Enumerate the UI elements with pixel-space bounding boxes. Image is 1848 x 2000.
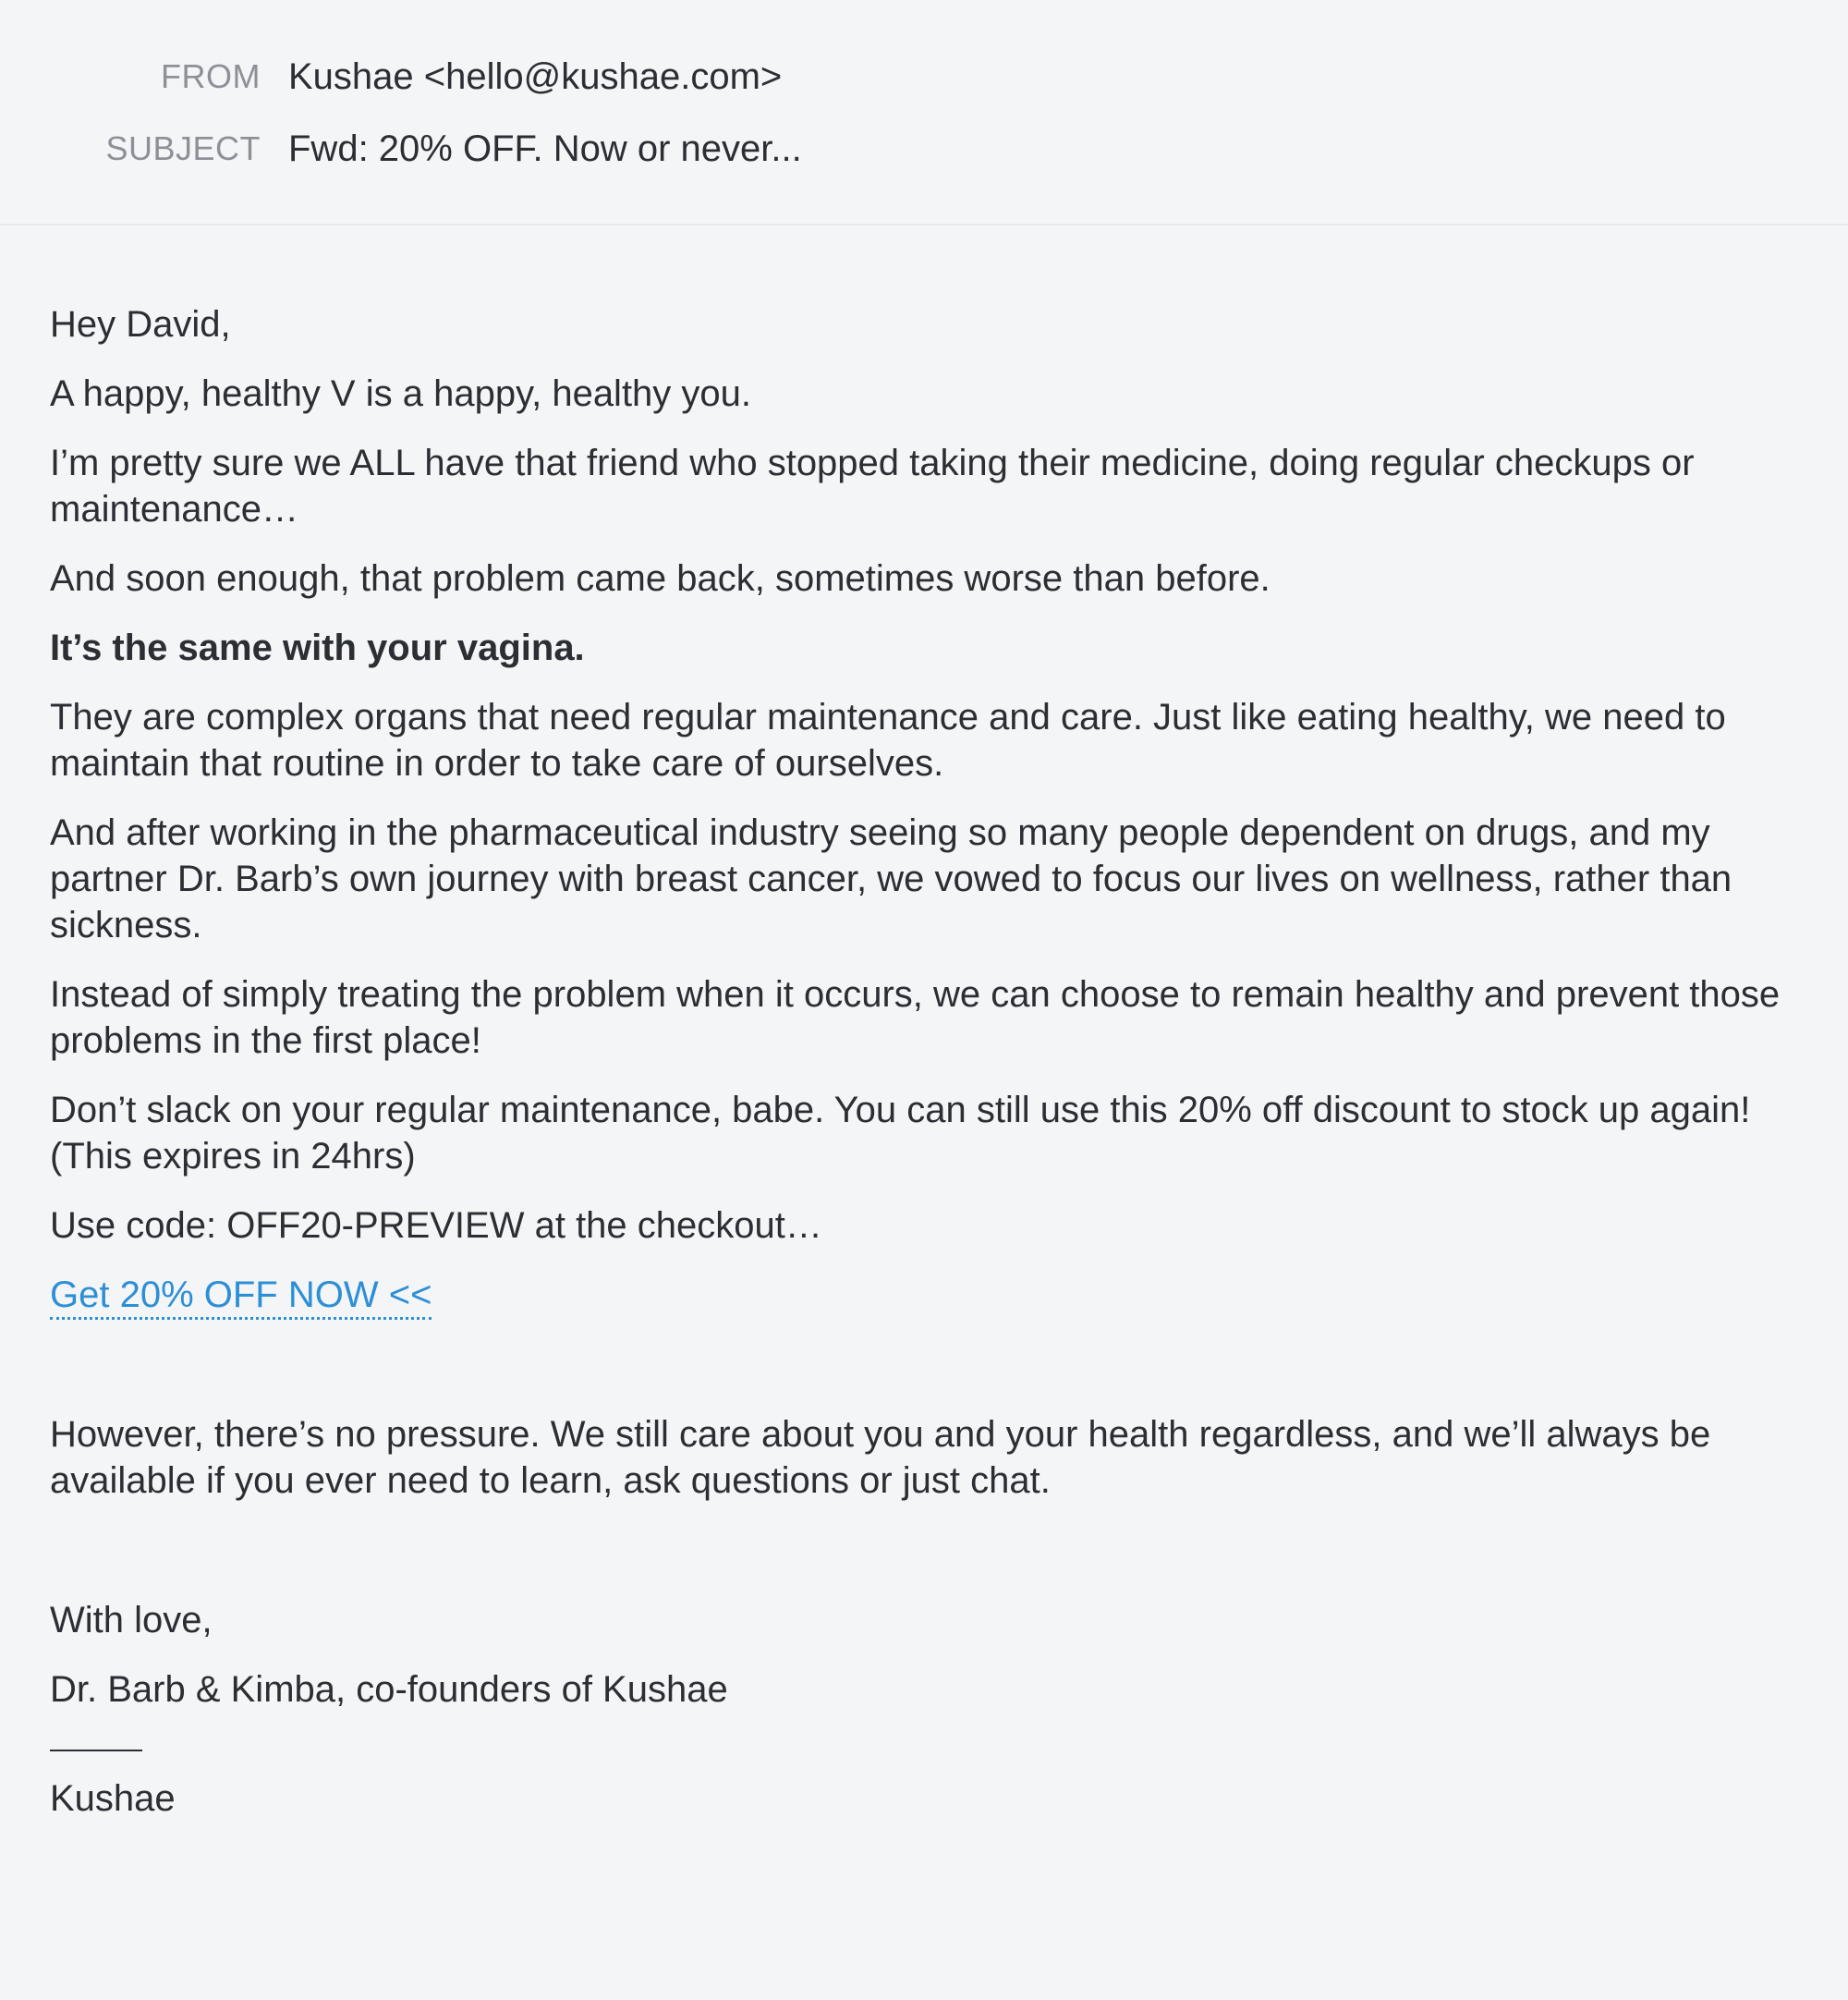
- signature-divider: [50, 1750, 142, 1751]
- signature: Dr. Barb & Kimba, co-founders of Kushae: [50, 1669, 728, 1710]
- email-header: [0, 0, 1848, 226]
- from-label: FROM: [161, 57, 261, 95]
- body-paragraph: Don’t slack on your regular maintenance, babe. You can still use this 20% off discount to stock up again! (This expires in 24hrs): [50, 1090, 1751, 1177]
- subject-row: [0, 121, 1848, 177]
- subject-label: SUBJECT: [105, 129, 261, 167]
- greeting: Hey David,: [50, 304, 231, 345]
- body-paragraph: Instead of simply treating the problem when it occurs, we can choose to remain healthy and prevent those problems in the first place!: [50, 974, 1781, 1061]
- from-value[interactable]: Kushae <hello@kushae.com>: [288, 55, 783, 97]
- spacer: [50, 1341, 1805, 1411]
- email-body: [50, 301, 1805, 1845]
- body-paragraph: And after working in the pharmaceutical industry seeing so many people dependent on drugs, and my partner Dr. Barb’s own journey with breast cancer, we vowed to focus our lives on wellness, rather than sickness.: [50, 812, 1732, 945]
- promo-code-paragraph: Use code: OFF20-PREVIEW at the checkout…: [50, 1205, 822, 1246]
- spacer: [50, 1527, 1805, 1597]
- from-row: [0, 49, 1848, 104]
- body-paragraph: A happy, healthy V is a happy, healthy you.: [50, 373, 752, 414]
- emphasis-paragraph: It’s the same with your vagina.: [50, 628, 585, 668]
- subject-value: Fwd: 20% OFF. Now or never...: [288, 128, 802, 169]
- get-discount-link[interactable]: Get 20% OFF NOW <<: [50, 1274, 432, 1320]
- body-paragraph: And soon enough, that problem came back, sometimes worse than before.: [50, 558, 1270, 599]
- signoff: With love,: [50, 1600, 213, 1640]
- cta-paragraph: [50, 1272, 1805, 1318]
- body-paragraph: They are complex organs that need regular maintenance and care. Just like eating healthy, we need to maintain that routine in order to take care of ourselves.: [50, 697, 1726, 784]
- body-paragraph: I’m pretty sure we ALL have that friend who stopped taking their medicine, doing regular checkups or maintenance…: [50, 443, 1695, 530]
- closing-paragraph: However, there’s no pressure. We still care about you and your health regardless, and we’ll always be available if you ever need to learn, ask questions or just chat.: [50, 1414, 1711, 1501]
- footer-name: Kushae: [50, 1778, 176, 1819]
